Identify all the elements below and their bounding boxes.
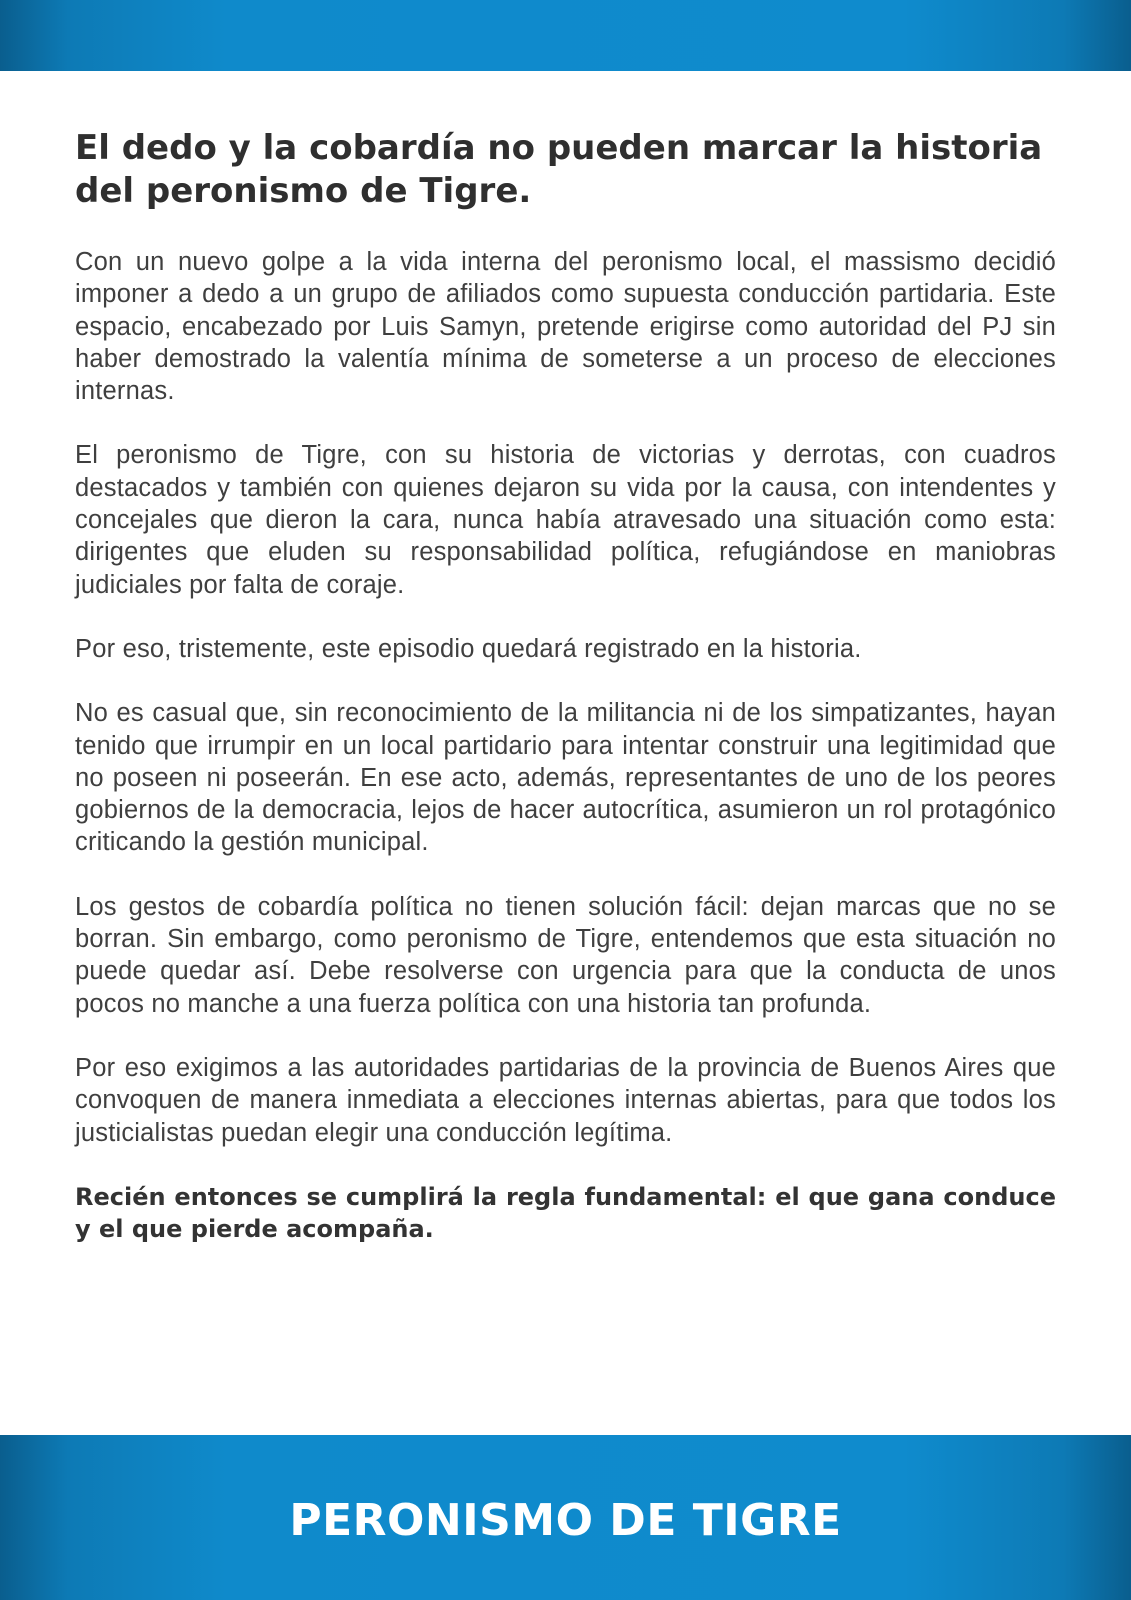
paragraph-3: Por eso, tristemente, este episodio quedará registrado en la historia. bbox=[75, 634, 862, 663]
footer-banner bbox=[0, 1435, 1131, 1600]
paragraph-6: Por eso exigimos a las autoridades partidarias de la provincia de Buenos Aires que convoquen de manera inmediata a elecciones internas abiertas, para que todos los justicialistas puedan elegir una conducción legítima. bbox=[75, 1053, 1056, 1147]
statement-headline: El dedo y la cobardía no pueden marcar la historia del peronismo de Tigre. bbox=[75, 128, 1043, 211]
paragraph-2: El peronismo de Tigre, con su historia de victorias y derrotas, con cuadros destacados y también con quienes dejaron su vida por la causa, con intendentes y concejales que dieron la cara, nunca había atravesado una situación como esta: dirigentes que eluden su responsabilidad política, refugiándose en maniobras judiciales por falta de coraje. bbox=[75, 441, 1056, 599]
statement-body bbox=[75, 127, 1056, 1277]
paragraph-1: Con un nuevo golpe a la vida interna del peronismo local, el massismo decidió imponer a dedo a un grupo de afiliados como supuesta conducción partidaria. Este espacio, encabezado por Luis Samyn, pretende erigirse como autoridad del PJ sin haber demostrado la valentía mínima de someterse a un proceso de elecciones internas. bbox=[75, 248, 1056, 406]
paragraph-5: Los gestos de cobardía política no tienen solución fácil: dejan marcas que no se borran. Sin embargo, como peronismo de Tigre, entendemos que esta situación no puede quedar así. Debe resolverse con urgencia para que la conducta de unos pocos no manche a una fuerza política con una historia tan profunda. bbox=[75, 892, 1056, 1018]
top-banner bbox=[0, 0, 1131, 71]
footer-title: PERONISMO DE TIGRE bbox=[289, 1495, 842, 1546]
paragraph-4: No es casual que, sin reconocimiento de la militancia ni de los simpatizantes, hayan tenido que irrumpir en un local partidario para intentar construir una legitimidad que no poseen ni poseerán. En ese acto, además, representantes de uno de los peores gobiernos de la democracia, lejos de hacer autocrítica, asumieron un rol protagónico criticando la gestión municipal. bbox=[75, 699, 1056, 857]
closing-statement: Recién entonces se cumplirá la regla fundamental: el que gana conduce y el que pierde acompaña. bbox=[75, 1182, 1056, 1244]
